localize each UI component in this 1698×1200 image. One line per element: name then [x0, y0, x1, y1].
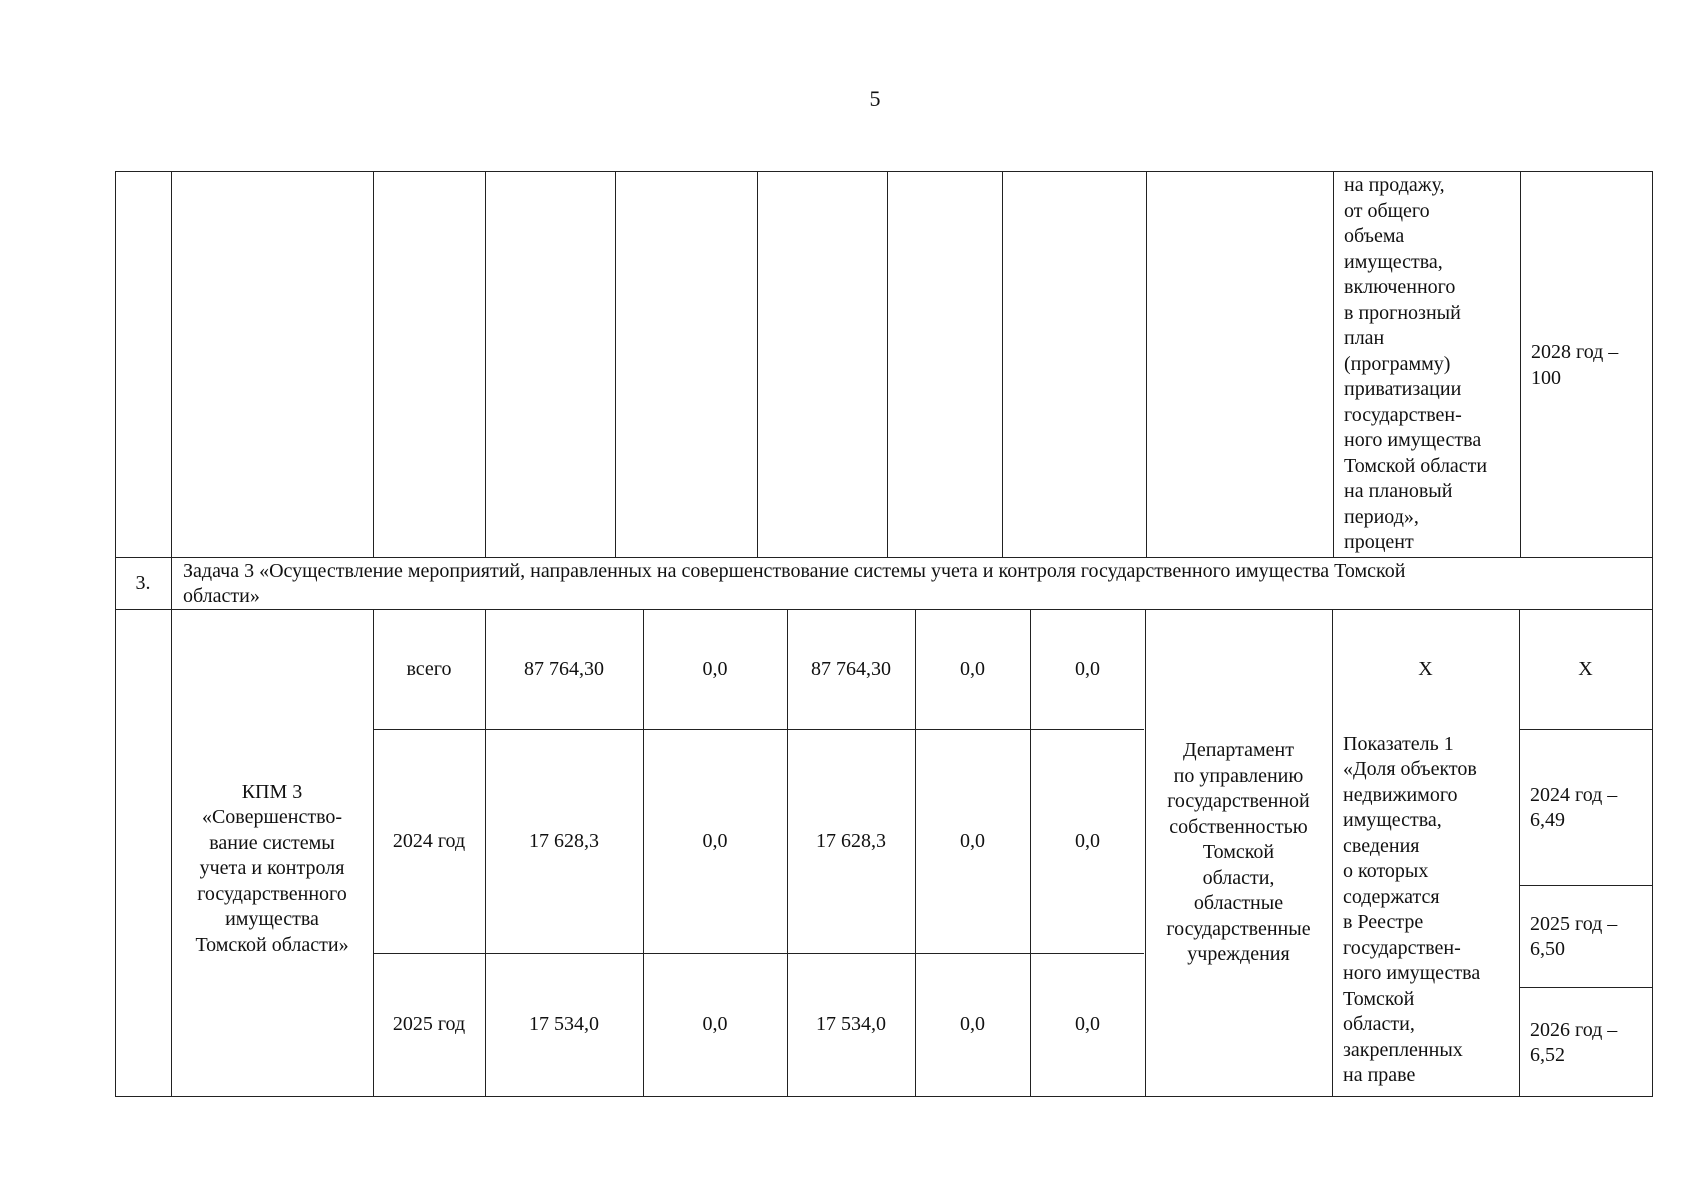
text-line: 6,52: [1530, 1044, 1565, 1066]
text-line: КПМ 3: [241, 781, 303, 803]
amount-cell: 0,0: [702, 829, 728, 852]
task-number: 3.: [135, 571, 151, 594]
text-line: 2028 год –: [1531, 341, 1619, 363]
text-line: от общего: [1344, 200, 1430, 222]
text-line: 100: [1531, 367, 1561, 389]
column-divider: [1146, 171, 1147, 557]
row-divider: [1520, 885, 1652, 886]
text-line: имущества,: [1344, 251, 1443, 273]
text-line: государственного: [197, 883, 347, 905]
target-cell: Х: [1578, 657, 1593, 680]
row-divider: [115, 557, 1652, 558]
text-line: по управлению: [1173, 765, 1304, 787]
text-line: 2026 год –: [1530, 1019, 1618, 1041]
text-line: Томской области»: [195, 934, 349, 956]
amount-cell: 0,0: [1075, 829, 1100, 852]
table-border-top: [115, 171, 1652, 172]
column-divider: [1520, 171, 1521, 557]
amount-cell: 17 534,0: [816, 1013, 886, 1035]
amount-cell: 87 764,30: [811, 657, 891, 680]
amount-cell: 0,0: [1075, 1013, 1100, 1035]
text-line: государствен-: [1343, 937, 1461, 959]
text-line: государственные: [1166, 918, 1311, 940]
amount-cell: 0,0: [702, 1013, 728, 1035]
text-line: 2024 год –: [1530, 784, 1618, 806]
text-line: на продажу,: [1344, 174, 1445, 196]
text-line: объема: [1344, 225, 1405, 247]
text-line: ного имущества: [1343, 962, 1481, 984]
text-line: (программу): [1344, 353, 1451, 375]
text-line: ного имущества: [1344, 429, 1482, 451]
text-line: Томской области: [1344, 455, 1488, 477]
text-line: Показатель 1: [1343, 733, 1454, 755]
text-line: области»: [183, 585, 260, 607]
column-divider: [757, 171, 758, 557]
amount-cell: 0,0: [960, 657, 985, 680]
column-divider: [1002, 171, 1003, 557]
period-cell: всего: [406, 657, 452, 680]
text-line: государствен-: [1344, 404, 1462, 426]
total-cell: 87 764,30: [524, 657, 604, 680]
text-line: государственной: [1167, 790, 1310, 812]
text-line: недвижимого: [1343, 784, 1458, 806]
total-cell: 17 534,0: [529, 1013, 599, 1035]
text-line: вание системы: [209, 832, 335, 854]
amount-cell: 0,0: [960, 1013, 985, 1035]
text-line: области,: [1202, 867, 1275, 889]
text-line: имущества: [225, 908, 319, 930]
period-cell: 2024 год: [392, 829, 466, 852]
text-line: «Совершенство-: [201, 806, 343, 828]
text-line: Департамент: [1183, 739, 1294, 761]
table-border-bottom: [115, 1096, 1652, 1097]
amount-cell: 17 628,3: [816, 829, 886, 852]
page-number: 5: [869, 86, 881, 111]
text-line: учета и контроля: [199, 857, 345, 879]
text-line: о которых: [1343, 860, 1429, 882]
text-line: приватизации: [1344, 378, 1462, 400]
text-line: содержатся: [1343, 886, 1440, 908]
text-line: Томской: [1343, 988, 1415, 1010]
text-line: в Реестре: [1343, 911, 1424, 933]
column-divider: [1333, 171, 1334, 557]
text-line: 6,50: [1530, 938, 1565, 960]
total-cell: 17 628,3: [529, 829, 599, 852]
text-line: на праве: [1343, 1064, 1416, 1086]
column-divider: [485, 171, 486, 557]
column-divider: [615, 171, 616, 557]
text-line: области,: [1343, 1013, 1415, 1035]
text-line: собственностью: [1169, 816, 1308, 838]
text-line: план: [1344, 327, 1385, 349]
text-line: 6,49: [1530, 809, 1565, 831]
text-line: процент: [1344, 531, 1414, 553]
text-line: период»,: [1344, 506, 1419, 528]
row-divider: [1520, 729, 1652, 730]
text-line: Задача 3 «Осуществление мероприятий, направленных на совершенствование системы учета и контроля государственного имущества Томской: [183, 560, 1406, 582]
text-line: учреждения: [1187, 943, 1290, 965]
text-line: имущества,: [1343, 809, 1442, 831]
amount-cell: 0,0: [960, 829, 985, 852]
column-divider: [887, 171, 888, 557]
column-divider: [1652, 171, 1653, 1097]
period-cell: 2025 год: [392, 1013, 466, 1035]
text-line: закрепленных: [1343, 1039, 1463, 1061]
indicator-cell: Х: [1418, 657, 1433, 680]
amount-cell: 0,0: [1075, 657, 1100, 680]
text-line: включенного: [1344, 276, 1456, 298]
text-line: 2025 год –: [1530, 913, 1618, 935]
text-line: на плановый: [1344, 480, 1453, 502]
text-line: областные: [1193, 892, 1284, 914]
column-divider: [373, 171, 374, 557]
amount-cell: 0,0: [702, 657, 728, 680]
table-border-left: [115, 171, 116, 1097]
text-line: сведения: [1343, 835, 1420, 857]
text-line: в прогнозный: [1344, 302, 1461, 324]
row-divider: [1520, 987, 1652, 988]
text-line: «Доля объектов: [1343, 758, 1477, 780]
text-line: Томской: [1202, 841, 1275, 863]
